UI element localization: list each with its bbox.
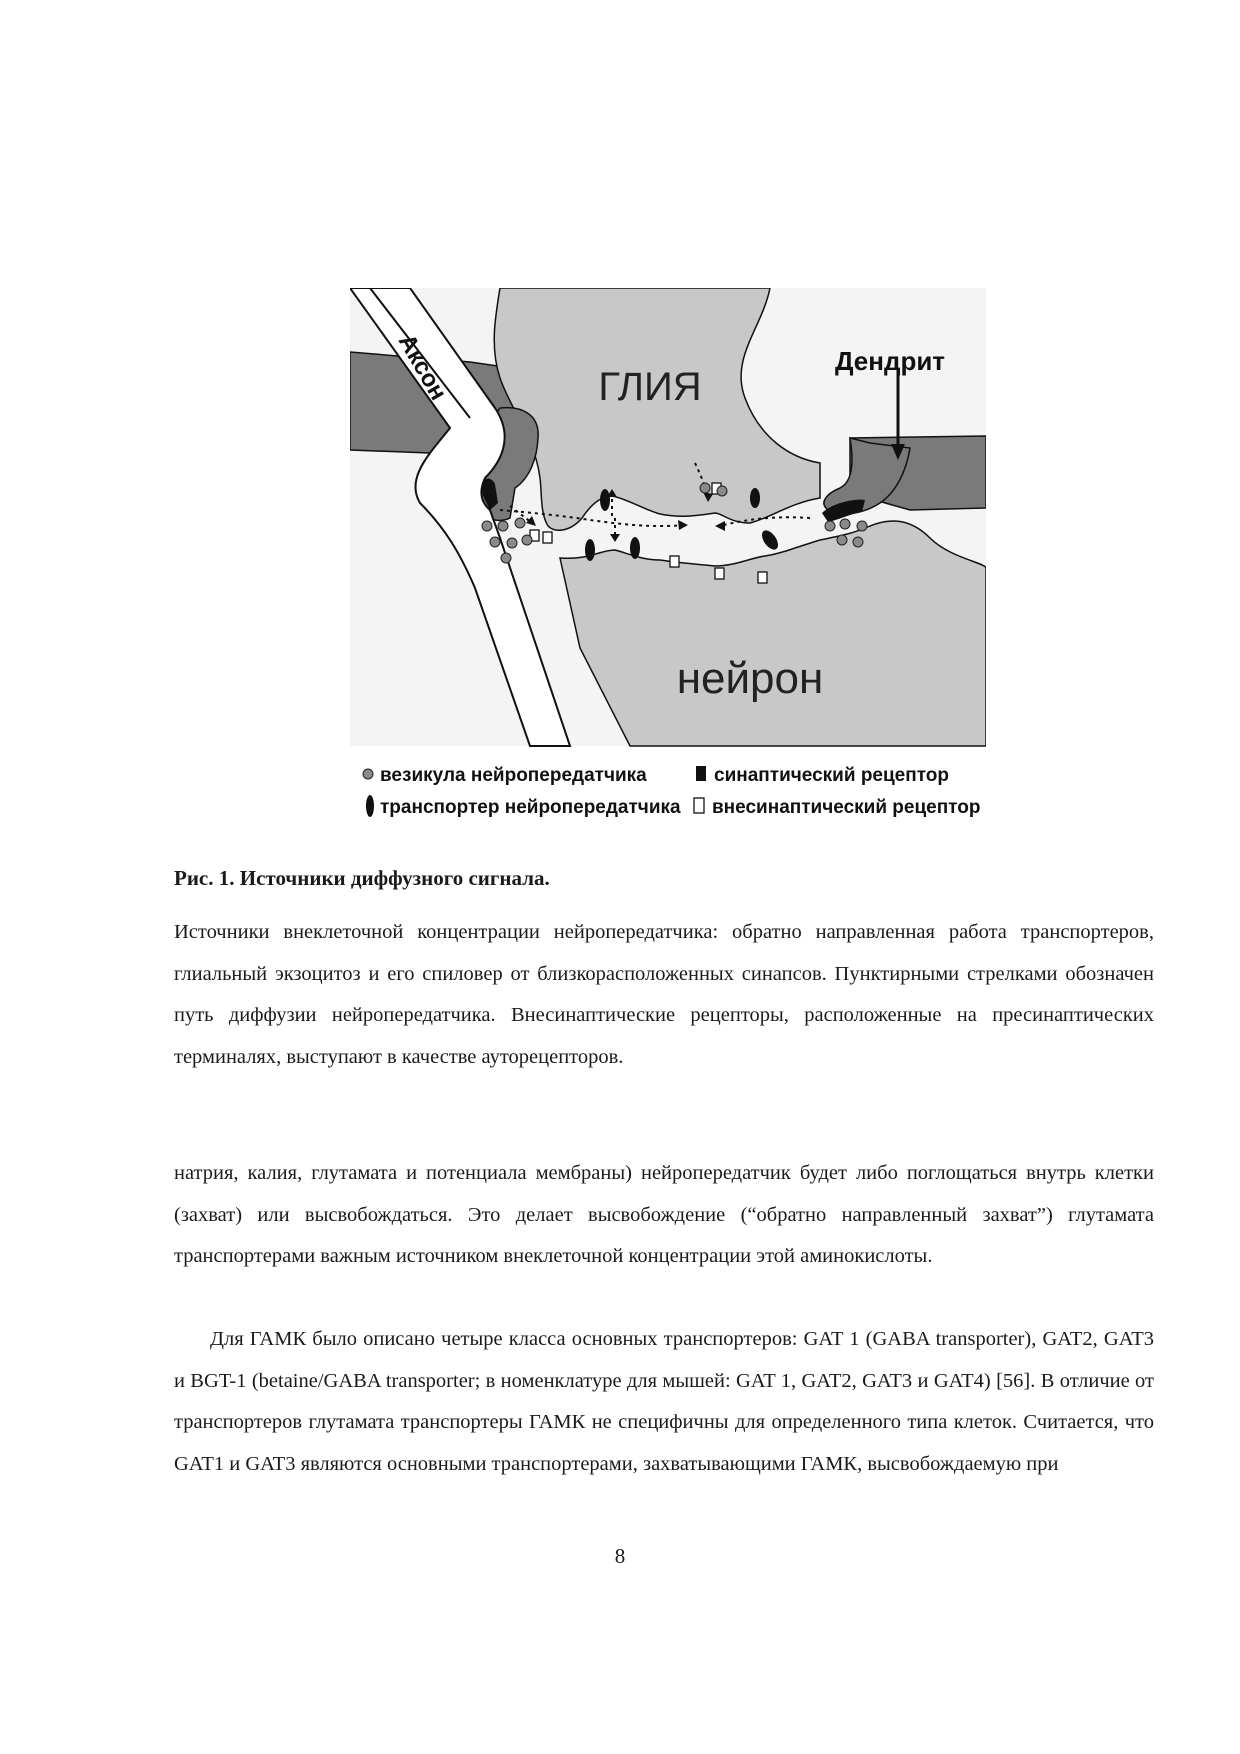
vesicle [498,521,508,531]
vesicle [700,483,710,493]
vesicle [507,538,517,548]
neuron-cell [560,521,986,746]
label-neuron: нейрон [676,654,824,703]
legend-vesicle: везикула нейропередатчика [380,765,647,786]
legend-synaptic-receptor-icon [696,766,706,781]
label-axon: Аксон [392,329,452,405]
vesicle [857,521,867,531]
body-paragraph-1: натрия, калия, глутамата и потенциала мембраны) нейропередатчик будет либо поглощаться внутрь клетки (захват) или высвобождаться. Это делает высвобождение (“обратно направленный захват”) глутамата транспортерами важным источником внеклеточной концентрации этой аминокислоты. [174,1162,1154,1267]
legend-synaptic-receptor: синаптический рецептор [714,765,949,786]
legend-vesicle-icon [363,769,373,779]
legend-extrasynaptic-receptor: внесинаптический рецептор [712,797,981,818]
transporter-4 [630,537,640,559]
body-paragraph-2: Для ГАМК было описано четыре класса основных транспортеров: GAT 1 (GABA transporter), GAT2, GAT3 и BGT-1 (betaine/GABA transporter; в номенклатуре для мышей: GAT 1, GAT2, GAT3 и GAT4) [56]. В отличие от транспортеров глутамата транспортеры ГАМК не специфичны для определенного типа клеток. Считается, что GAT1 и GAT3 являются основными транспортерами, захватывающими ГАМК, высвобождаемую при [174,1328,1154,1475]
vesicle [853,537,863,547]
vesicle [482,521,492,531]
legend-transporter-icon [366,795,374,817]
transporter-1 [600,489,610,511]
label-glia: ГЛИЯ [598,365,702,409]
legend-extrasynaptic-receptor-icon [694,798,704,813]
vesicle [840,519,850,529]
extrasynaptic-receptor-2 [543,532,552,543]
vesicle [717,486,727,496]
extrasynaptic-receptor-6 [758,572,767,583]
figure-caption-title: Рис. 1. Источники диффузного сигнала. [174,866,550,890]
page-number: 8 [614,1544,626,1568]
figure-caption-text: Источники внеклеточной концентрации нейропередатчика: обратно направленная работа транспортеров, глиальный экзоцитоз и его спиловер от близкорасположенных синапсов. Пунктирными стрелками обозначен путь диффузии нейропередатчика. Внесинаптические рецепторы, расположенные на пресинаптических терминалях, выступают в качестве ауторецепторов. [174,921,1154,1068]
extrasynaptic-receptor-4 [670,556,679,567]
synapse-diagram [350,288,986,836]
label-dendrite: Дендрит [834,346,946,376]
vesicle [837,535,847,545]
vesicle [522,535,532,545]
transporter-2 [750,488,760,508]
vesicle [501,553,511,563]
legend-transporter: транспортер нейропередатчика [380,797,681,818]
extrasynaptic-receptor-5 [715,568,724,579]
vesicle [825,521,835,531]
vesicle [515,518,525,528]
vesicle [490,537,500,547]
transporter-3 [585,539,595,561]
